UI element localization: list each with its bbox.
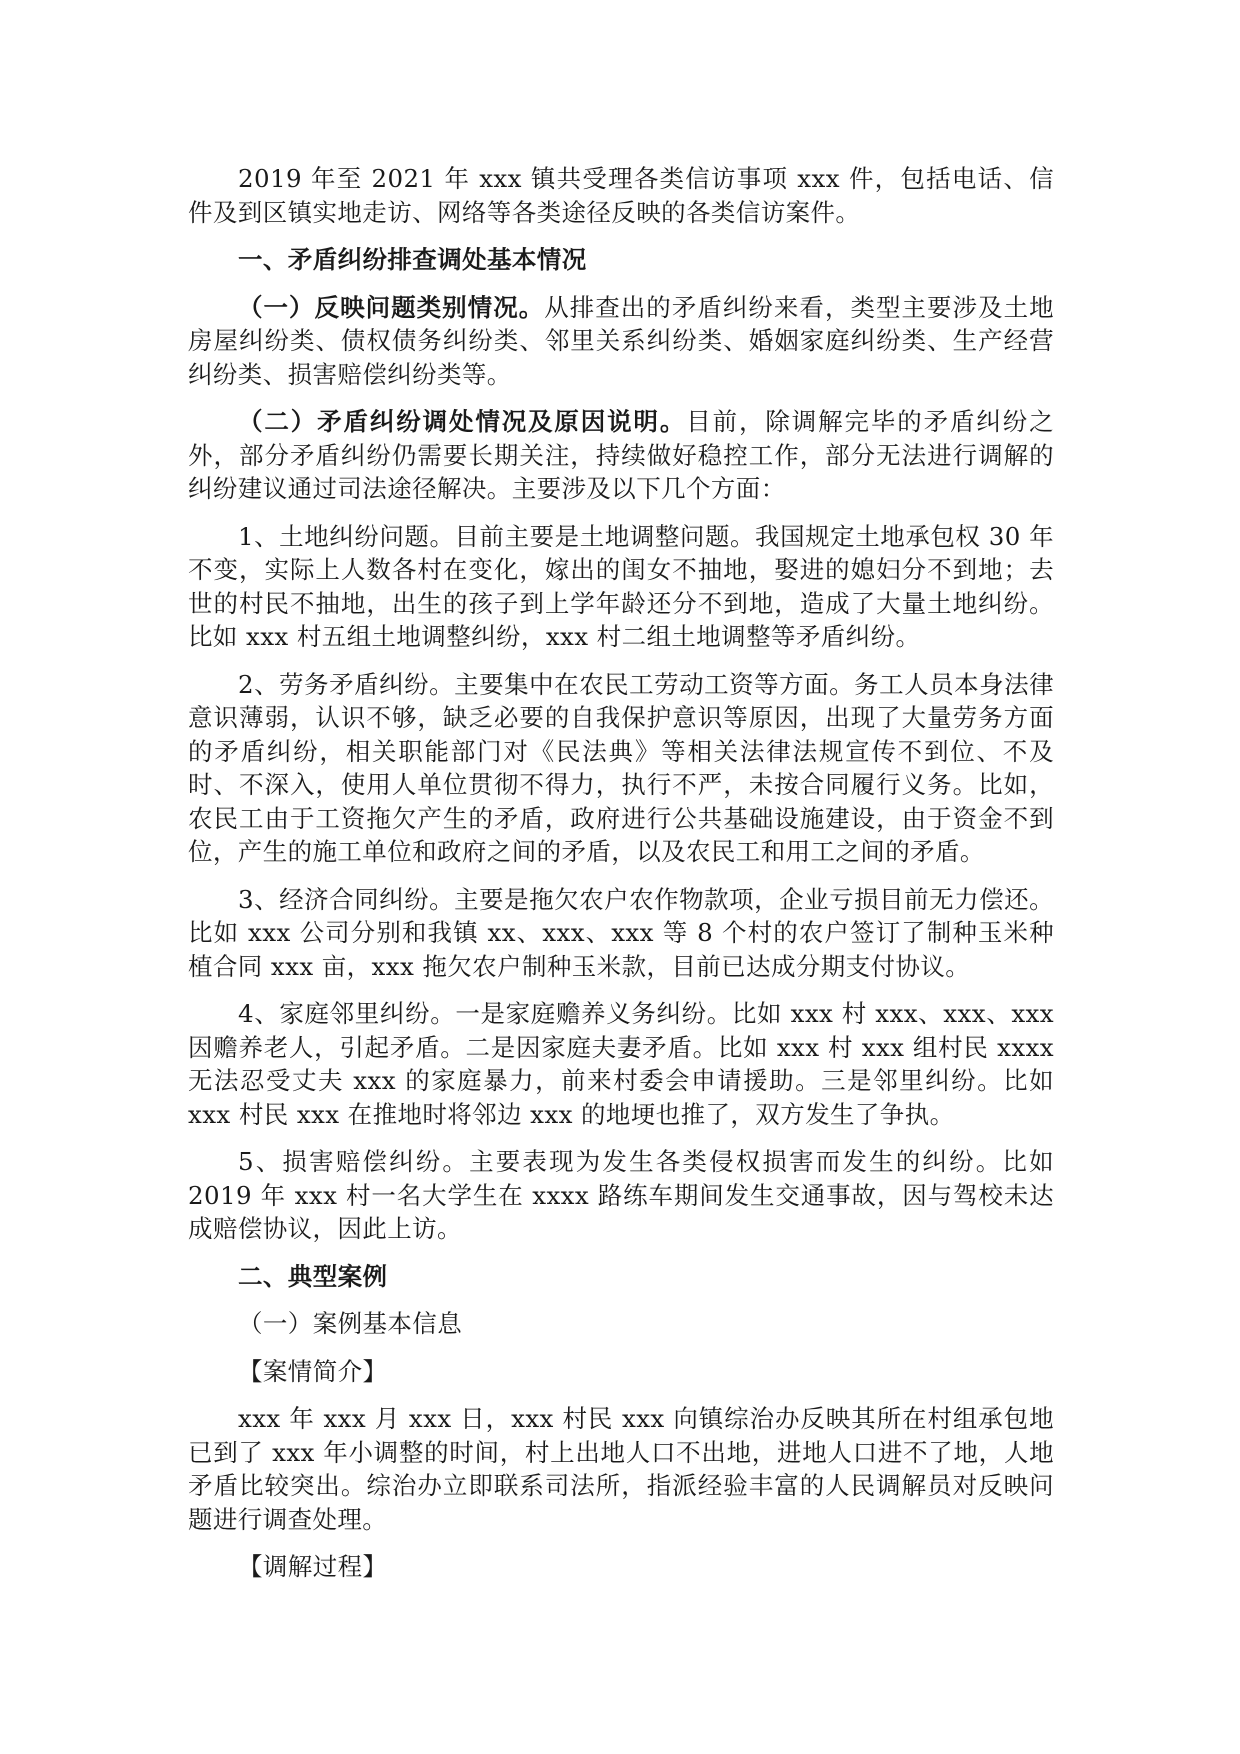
case-summary-paragraph: xxx 年 xxx 月 xxx 日，xxx 村民 xxx 向镇综治办反映其所在村组承包地已到了 xxx 年小调整的时间，村上出地人口不出地，进地人口进不了地，人地矛盾比较突出。综治办立即联系司法所，指派经验丰富的人民调解员对反映问题进行调查处理。 — [188, 1404, 1054, 1534]
subsection-text-1: 从排查出的矛盾纠纷来看，类型主要涉及土地房屋纠纷类、债权债务纠纷类、邻里关系纠纷类、婚姻家庭纠纷类、生产经营纠纷类、损害赔偿纠纷类等。 — [188, 292, 1054, 389]
list-item-4: 4、家庭邻里纠纷。一是家庭赡养义务纠纷。比如 xxx 村 xxx、xxx、xxx 因赡养老人，引起矛盾。二是因家庭夫妻矛盾。比如 xxx 村 xxx 组村民 xxxx 无法忍受丈夫 xxx 的家庭暴力，前来村委会申请援助。三是邻里纠纷。比如 xxx 村民 xxx 在推地时将邻边 xxx 的地埂也推了，双方发生了争执。 — [188, 999, 1054, 1129]
case-summary-label: 【案情简介】 — [238, 1356, 388, 1386]
subsection-lead-1: （一）反映问题类别情况。 — [238, 292, 545, 322]
subsection-text-2: 目前，除调解完毕的矛盾纠纷之外，部分矛盾纠纷仍需要长期关注，持续做好稳控工作，部分无法进行调解的纠纷建议通过司法途径解决。主要涉及以下几个方面： — [188, 407, 1054, 503]
subsection-paragraph-1 — [188, 291, 1054, 392]
list-item-1: 1、土地纠纷问题。目前主要是土地调整问题。我国规定土地承包权 30 年不变，实际上人数各村在变化，嫁出的闺女不抽地，娶进的媳妇分不到地；去世的村民不抽地，出生的孩子到上学年龄还分不到地，造成了大量土地纠纷。比如 xxx 村五组土地调整纠纷，xxx 村二组土地调整等矛盾纠纷。 — [188, 521, 1054, 651]
document-page — [188, 162, 1054, 1598]
list-item-2: 2、劳务矛盾纠纷。主要集中在农民工劳动工资等方面。务工人员本身法律意识薄弱，认识不够，缺乏必要的自我保护意识等原因，出现了大量劳务方面的矛盾纠纷，相关职能部门对《民法典》等相关法律法规宣传不到位、不及时、不深入，使用人单位贯彻不得力，执行不严，未按合同履行义务。比如，农民工由于工资拖欠产生的矛盾，政府进行公共基础设施建设，由于资金不到位，产生的施工单位和政府之间的矛盾，以及农民工和用工之间的矛盾。 — [188, 669, 1054, 866]
mediation-label: 【调解过程】 — [238, 1552, 388, 1581]
intro-paragraph: 2019 年至 2021 年 xxx 镇共受理各类信访事项 xxx 件，包括电话、信件及到区镇实地走访、网络等各类途径反映的各类信访案件。 — [188, 164, 1054, 227]
list-item-3: 3、经济合同纠纷。主要是拖欠农户农作物款项，企业亏损目前无力偿还。比如 xxx 公司分别和我镇 xx、xxx、xxx 等 8 个村的农户签订了制种玉米种植合同 xxx 亩，xxx 拖欠农户制种玉米款，目前已达成分期支付协议。 — [188, 884, 1054, 981]
section-heading-2: 二、典型案例 — [238, 1261, 388, 1291]
subsection-lead-2: （二）矛盾纠纷调处情况及原因说明。 — [238, 407, 687, 436]
subsection-paragraph-2 — [188, 405, 1054, 506]
case-info-heading: （一）案例基本信息 — [238, 1309, 463, 1338]
section-heading-1: 一、矛盾纠纷排查调处基本情况 — [238, 245, 587, 274]
list-item-5: 5、损害赔偿纠纷。主要表现为发生各类侵权损害而发生的纠纷。比如 2019 年 xxx 村一名大学生在 xxxx 路练车期间发生交通事故，因与驾校未达成赔偿协议，因此上访。 — [188, 1147, 1054, 1243]
